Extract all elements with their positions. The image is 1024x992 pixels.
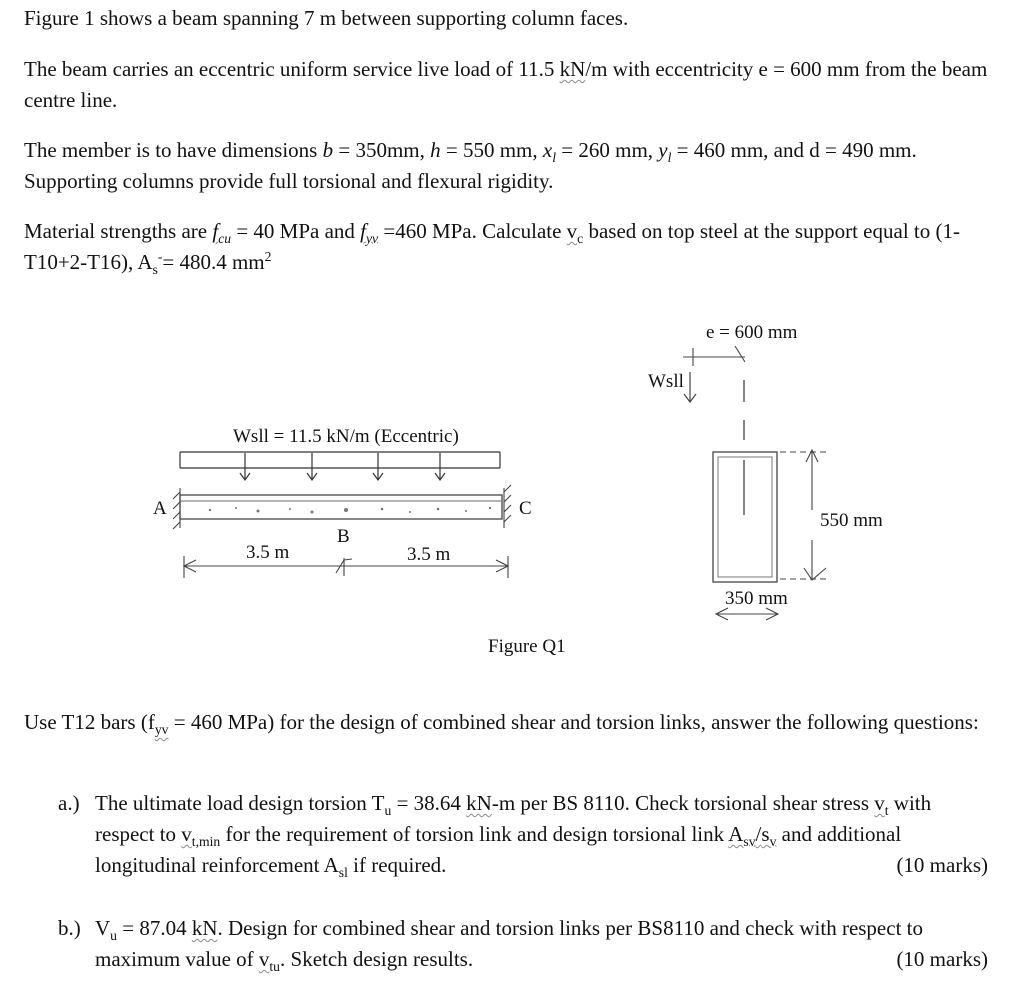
depth-label: 550 mm	[820, 510, 883, 531]
question-b-text: $V_u = 87.04$ kN. Design for combined shear and torsion links per BS8110 and check with respect to maximum value of $v_{tu}$. Sketch design results. (10 marks)	[95, 916, 988, 975]
width-dimension	[716, 608, 778, 620]
support-a-hatch	[173, 488, 180, 529]
wsll-arrow	[684, 372, 696, 402]
question-b-label: b.)	[58, 916, 81, 940]
width-label: 350 mm	[725, 588, 788, 609]
question-a-label: a.)	[58, 791, 80, 815]
question-a	[58, 788, 988, 881]
intro-paragraph-4: Material strengths are $f_{cu} = 40$ MPa and $f_{yv} =460$ MPa. Calculate $v_c$ based on top steel at the support equal to (1-T10+2-T16), $A_s^-= 480.4$ $mm^2$	[24, 219, 960, 278]
figure-q1	[0, 280, 1024, 700]
question-a-text: The ultimate load design torsion $T_u = 38.64$ kN-m per BS 8110. Check torsional shear stress $v_t$ with respect to $v_{t,min}$ for the requirement of torsion link and design torsional link $A_{sv}/s_v$ and additional longitudinal reinforcement $A_{sl}$ if required. (10 marks)	[95, 791, 988, 881]
point-b-label: B	[337, 526, 350, 547]
support-c-hatch	[504, 485, 511, 528]
eccentricity-label: e = 600 mm	[706, 322, 798, 343]
vc-symbol: $v_c$	[566, 219, 584, 247]
load-diagram	[180, 452, 500, 480]
question-b	[58, 913, 988, 975]
span-left-label: 3.5 m	[246, 542, 290, 563]
intro-paragraph-2: The beam carries an eccentric uniform service live load of 11.5 kN/m with eccentricity e = 600 mm from the beam centre line.	[24, 57, 988, 112]
support-c-label: C	[519, 498, 532, 519]
beam	[180, 495, 502, 519]
wsll-label: Wsll	[648, 371, 684, 392]
span-dimension	[184, 556, 508, 578]
load-label: Wsll = 11.5 kN/m (Eccentric)	[233, 426, 459, 447]
question-b-marks: (10 marks)	[896, 947, 988, 971]
intro-paragraph-1: Figure 1 shows a beam spanning 7 m between supporting column faces.	[24, 6, 629, 30]
fyv-symbol: $f_{yv}$	[360, 219, 379, 247]
instructions-paragraph: Use T12 bars ($f_{yv} = 460$ MPa) for the design of combined shear and torsion links, answer the following questions:	[24, 710, 979, 738]
beam-section	[713, 452, 777, 582]
question-a-marks: (10 marks)	[896, 853, 988, 877]
fcu-symbol: $f_{cu}$	[212, 219, 232, 247]
beam-speckles	[209, 507, 491, 514]
span-right-label: 3.5 m	[407, 544, 451, 565]
intro-paragraph-3: The member is to have dimensions b = 350mm, h = 550 mm, $x_l = 260$ mm, $y_l = 460$ mm, and d = 490 mm. Supporting columns provide full torsional and flexural rigidity.	[24, 138, 917, 193]
support-a-label: A	[153, 498, 167, 519]
eccentricity-dimension	[683, 346, 745, 366]
figure-caption: Figure Q1	[488, 636, 566, 657]
